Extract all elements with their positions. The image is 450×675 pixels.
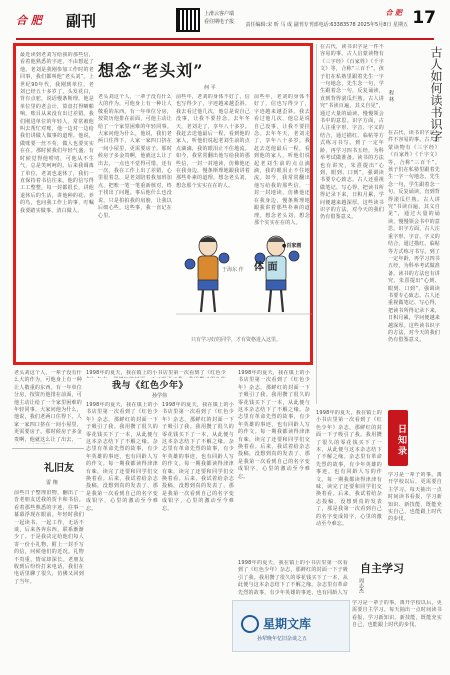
edition-meta: 责任编辑:宋 昕 马 成 副刊专刊部电话:63383578 2025年5月8日 星期五 <box>245 22 408 28</box>
feature-continued-text: 老头刘这个人，一辈子没有什么大的作为，可他身上有一种让人敬重的东西。有一年单位分房，按资历他排在前面，可他主动让给了一个家里困难的年轻同事。大家问他为什么，他说，我们老两口住得下，人家一家四口挤在一间小屋里，更需要房子。那时候房子多金贵啊，他就这么让了出去，一 <box>14 370 82 443</box>
qr-caption-2: 看往期电子报 <box>204 19 235 25</box>
column-divider <box>316 44 317 404</box>
section-divider <box>12 448 84 449</box>
cartoon-caption: 只有学习好的同学，才有资格进入这里。 <box>190 337 281 343</box>
mid-article-intro: 1998年的夏天，我在镇上的小书店里第一次看到了《红色少 <box>86 370 226 376</box>
cartoon-illustration <box>176 222 312 326</box>
left-article-title: 礼旧友 <box>44 463 74 474</box>
self-study-title: 自主学习 <box>360 562 404 575</box>
ad-subtitle: 孙犁晚年忆旧杂谈之五 <box>257 636 308 642</box>
cartoon-column-tag: ●百家画 <box>282 243 302 249</box>
page-number: 17 <box>412 8 436 28</box>
mid-article-author: 孙学伟 <box>152 393 168 399</box>
mid-article-tail: 1998年的夏天，我在镇上的小书店里第一次看到了《红色少年》杂志，那鲜红的封面一下子吸引了我。我用攒了很久的零花钱买下了一本，从此便与这本杂志结下了不解之缘。杂志里有革命先烈的故事，有少年英雄的事迹，也有同龄人写 <box>238 560 348 596</box>
right-article-author: 程 林 <box>388 90 394 102</box>
left-article-body: 前些日子整理旧物，翻出了一沓老朋友送我的贺卡和书信。看着那些熟悉的字迹，往事一幕幕浮现在眼前。年轻时我们一起读书、一起工作，无话不谈，后来各奔东西，联系渐渐少了。于是我决定给他们每人寄一份小礼物，附上一封手写的信，问候他们的近况。礼物不贵重，情谊却深长。老朋友收到后纷纷打来电话，我们在电话里聊了很久，仿佛又回到了当年。 <box>14 490 84 585</box>
book-logo-icon <box>241 615 259 633</box>
mid-article-body-column-1: 1998年的夏天，我在镇上的小书店里第一次看到了《红色少年》杂志，那鲜红的封面一下子吸引了我。我用攒了很久的零花钱买下了一本，从此便与这本杂志结下了不解之缘。杂志里有革命先烈的故事，有少年英雄的事迹，也有同龄人写的作文。每一期我都读得津津有味，读完了还要和同学们交换着看。后来，我试着给杂志投稿，没想到真的发表了，那是我第一次看到自己的名字变成铅字，心里的激动至今难忘。 <box>86 402 158 512</box>
section-title: 副刊 <box>66 12 97 30</box>
feature-body-column-4: 前些年，老刘的身体不好了，信也写得少了，字迹越来越歪斜。我去看过他几次，他总是说自己没事，让我不要挂念。去年冬天，老刘走了，享年八十多岁。我赶去送他最后一程，看到他的家人，听他们说起老刘生前的点点滴滴，我的眼泪止不住地流。如今，我常常翻出他写给我的那些信，一封一封地读，仿佛他还在我身边，慢条斯理地跟我讲着那些朴素的道理。想念老头刘，想念那个实实在在的人。 <box>254 94 310 226</box>
mid-article-body-column-2: 1998年的夏天，我在镇上的小书店里第一次看到了《红色少年》杂志，那鲜红的封面一下子吸引了我。我用攒了很久的零花钱买下了一本，从此便与这本杂志结下了不解之缘。杂志里有革命先烈的故事，有少年英雄的事迹，也有同龄人写的作文。每一期我都读得津津有味，读完了还要和同学们交换着看。后来，我试着给杂志投稿，没想到真的发表了，那是我第一次看到自己的名字变成铅字，心里的激动至今难忘。 <box>162 402 234 512</box>
qr-caption-1: 上滑云客户端 <box>204 11 235 17</box>
mid-article-body-column-3: 1998年的夏天，我在镇上的小书店里第一次看到了《红色少年》杂志，那鲜红的封面一下子吸引了我。我用攒了很久的零花钱买下了一本，从此便与这本杂志结下了不解之缘。杂志里有革命先烈的故事，有少年英雄的事迹，也有同龄人写的作文。每一期我都读得津津有味，读完了还要和同学们交换着看。后来，我试着给杂志投稿，没想到真的发表了，那是我第一次看到自己的名字变成铅字，心里的激动至今难忘。 <box>238 370 310 480</box>
mid-article-title: 我与《红色少年》 <box>112 381 189 391</box>
masthead <box>8 6 442 40</box>
right-article-title: 古人如何读书识字 <box>429 46 443 142</box>
brand-small: 合 肥 <box>385 9 402 17</box>
feature-author: 何 平 <box>204 85 216 91</box>
feature-body-column-1: 最近读到老刘写给我的那些信，看着他熟悉的字迹，不由想起了他。老刘是我刚参加工作时的老同事，我们都叫他“老头刘”。上世纪90年代，我刚到单位，老刘已经五十多岁了，头发花白，背有点驼，说话慢条斯理。他是单位里的老会计，算盘打得噼啪响，账目从来没有出过差错。我们刚进单位的年轻人，常常被他叫去帮忙对账，他一边对一边给我们讲做人做事的道理。他说，做账要一丝不苟，做人也要实实在在。那时候我们年轻气盛，有时候觉得他唠叨，可他从不生气，总是笑呵呵的。后来我调离了单位，老刘也退休了，我们一直保持着书信往来。他的信写得工工整整，每一封都很长，讲他退休后的生活，讲他种的花、养的鸟，也问我工作上的事，叮嘱我要踏实做事、清白做人。 <box>20 52 94 214</box>
self-study-author: 周志杰 <box>358 578 364 593</box>
feature-body-column-2: 老头刘这个人，一辈子没有什么大的作为，可他身上有一种让人敬重的东西。有一年单位分房，按资历他排在前面，可他主动让给了一个家里困难的年轻同事。大家问他为什么，他说，我们老两口住得下，人家一家四口挤在一间小屋里，更需要房子。那时候房子多金贵啊，他就这么让了出去，一点也不觉得可惜。还有一次，我在工作上出了差错，心里很着急，是老刘陪着我加班加点，把账一笔一笔重新核对，终于找出了问题。事后他什么也没说，只是拍拍我的肩膀，让我以后细心些。这些事，我一直记在心里。 <box>98 94 172 219</box>
feature-article-highlight[interactable] <box>13 43 313 365</box>
qr-code-icon[interactable] <box>176 8 200 32</box>
feature-title: 想念“老头刘” <box>98 61 204 80</box>
book-advertisement[interactable] <box>232 600 350 652</box>
masthead-rule <box>16 38 434 40</box>
right-article-body: 在古代，读书识字是一件不容易的事。古人启蒙读物有《三字经》《百家姓》《千字文》等，合称“三百千”。孩子们在私塾里跟着先生一字一句地念，先生念一句，学生跟着念一句，反复诵读，直到背得滚瓜烂熟。古人讲究“书读百遍，其义自见”，通过大量的诵读，慢慢领会书中的意思。识字方面，古人注重字形、字音、字义的结合，通过描红、临帖等方式练习书写。到了一定年龄，再学习四书五经，为科举考试做准备。读书的方法也有讲究，朱熹提出“心到、眼到、口到”，强调读书要专心致志。古人还重视做笔记、写心得，把读书所得记录下来，日积月累，学问便越来越深厚。这些读书识字的方法，对今天的我们仍有借鉴意义。 <box>320 44 384 221</box>
newspaper-brand: 合 肥 <box>16 14 42 27</box>
right-article-body-continued: 在古代，读书识字是一件不容易的事。古人启蒙读物有《三字经》《百家姓》《千字文》等，合称“三百千”。孩子们在私塾里跟着先生一字一句地念，先生念一句，学生跟着念一句，反复诵读，直到背得滚瓜烂熟。古人讲究“书读百遍，其义自见”，通过大量的诵读，慢慢领会书中的意思。识字方面，古人注重字形、字音、字义的结合，通过描红、临帖等方式练习书写。到了一定年龄，再学习四书五经，为科举考试做准备。读书的方法也有讲究，朱熹提出“心到、眼到、口到”，强调读书要专心致志。古人还重视做笔记、写心得，把读书所得记录下来，日积月累，学问便越来越深厚。这些读书识字的方法，对今天的我们仍有借鉴意义。 <box>388 130 440 344</box>
badge-column-text: 学习是一辈子的事。离开学校以后，更需要自主学习。每天抽出一点时间读书看报，学习新知识、新技能，既能充实自己，也能跟上时代的步伐。 <box>388 472 442 523</box>
self-study-body: 学习是一辈子的事。离开学校以后，更需要自主学习。每天抽出一点时间读书看报，学习新知识、新技能，既能充实自己，也能跟上时代的步伐。 <box>352 600 442 629</box>
cartoon-credit: 于海东 作 <box>222 267 244 273</box>
cartoon-title: 体 面 <box>254 262 278 273</box>
column-badge: 日知录 <box>388 410 408 466</box>
feature-body-column-3: 前些年，老刘的身体不好了，信也写得少了，字迹越来越歪斜。我去看过他几次，他总是说自己没事，让我不要挂念。去年冬天，老刘走了，享年八十多岁。我赶去送他最后一程，看到他的家人，听他们说起老刘生前的点点滴滴，我的眼泪止不住地流。如今，我常常翻出他写给我的那些信，一封一封地读，仿佛他还在我身边，慢条斯理地跟我讲着那些朴素的道理。想念老头刘，想念那个实实在在的人。 <box>176 94 250 189</box>
mid-article-body-column-4: 1998年的夏天，我在镇上的小书店里第一次看到了《红色少年》杂志，那鲜红的封面一下子吸引了我。我用攒了很久的零花钱买下了一本，从此便与这本杂志结下了不解之缘。杂志里有革命先烈的故事，有少年英雄的事迹，也有同龄人写的作文。每一期我都读得津津有味，读完了还要和同学们交换着看。后来，我试着给杂志投稿，没想到真的发表了，那是我第一次看到自己的名字变成铅字，心里的激动至今难忘。 <box>316 410 382 528</box>
left-article-author: 雷 翔 <box>46 480 58 486</box>
ad-title: 星期文库 <box>263 617 312 631</box>
